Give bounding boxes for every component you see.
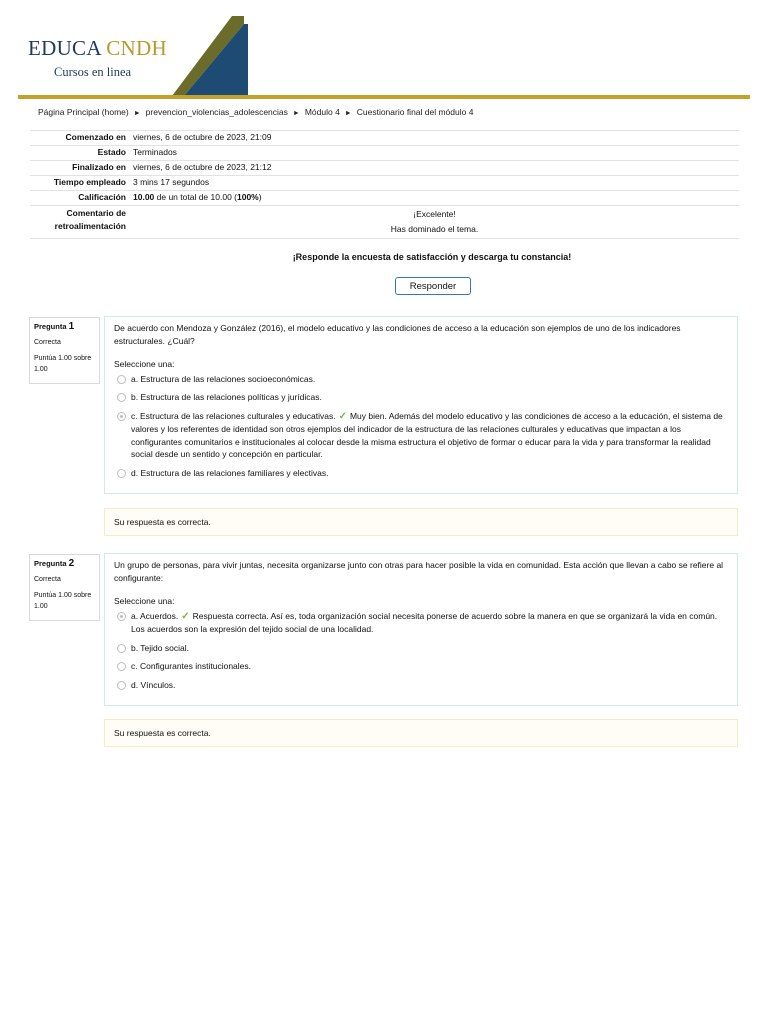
breadcrumb [38,107,473,117]
triangle-right-icon: ► [292,110,300,117]
option-d[interactable] [114,679,728,692]
summary-row-grade [30,191,739,206]
summary-row-feedback [30,206,739,239]
question-number-label: Pregunta [34,559,67,568]
summary-row-started [30,131,739,146]
radio-icon[interactable] [117,393,126,402]
option-d[interactable] [114,467,728,480]
finished-label: Finalizado en [30,161,130,176]
started-value: viernes, 6 de octubre de 2023, 21:09 [130,131,739,146]
option-b[interactable] [114,391,728,404]
question-score: Puntúa 1.00 sobre 1.00 [34,355,92,373]
grade-total: de un total de 10.00 ( [154,192,237,202]
survey-prompt: ¡Responde la encuesta de satisfacción y descarga tu constancia! [292,252,572,262]
time-label: Tiempo empleado [30,176,130,191]
option-c[interactable] [114,660,728,673]
feedback-mastered: Has dominado el tema. [390,224,479,234]
question-text: Un grupo de personas, para vivir juntas, necesita organizarse junto con otras para hacer posible la vida en comunidad. Esta acción que llevan a cabo se refiere al configurante: [114,560,724,583]
question-status: Correcta [34,339,61,346]
feedback-label-line2: retroalimentación [54,221,126,231]
option-label: b. Estructura de las relaciones políticas y jurídicas. [131,392,322,402]
select-prompt: Seleccione una: [114,596,175,606]
option-label: c. Configurantes institucionales. [131,661,252,671]
grade-value [130,191,739,206]
finished-value: viernes, 6 de octubre de 2023, 21:12 [130,161,739,176]
feedback-excellent: ¡Excelente! [413,209,456,219]
question-number-value: 2 [68,558,75,569]
summary-row-finished [30,161,739,176]
option-label: d. Estructura de las relaciones familiares y electivas. [131,467,329,478]
grade-close: ) [258,192,262,202]
attempt-summary [30,130,739,239]
site-logo[interactable] [28,36,167,61]
summary-row-state [30,146,739,161]
option-b[interactable] [114,642,728,655]
radio-icon[interactable] [117,612,126,621]
option-label: b. Tejido social. [131,642,189,653]
checkmark-icon: ✓ [338,410,347,422]
question-result-1: Su respuesta es correcta. [104,508,738,536]
logo-educa: EDUCA [28,36,101,60]
question-score: Puntúa 1.00 sobre 1.00 [34,592,92,610]
time-value: 3 mins 17 segundos [130,176,739,191]
question-text: De acuerdo con Mendoza y González (2016), el modelo educativo y las condiciones de acceso a la educación son ejemplos de uno de los indicadores estructurales. ¿Cuál? [114,323,681,346]
question-number-value: 1 [68,321,75,332]
question-number [34,321,95,332]
select-prompt: Seleccione una: [114,359,175,369]
checkmark-icon: ✓ [181,610,190,622]
header-decoration [170,16,250,96]
option-label: d. Vínculos. [131,679,176,690]
breadcrumb-course[interactable]: prevencion_violencias_adolescencias [145,107,288,117]
question-result-2: Su respuesta es correcta. [104,719,738,747]
radio-icon[interactable] [117,681,126,690]
logo-cndh: CNDH [106,36,167,60]
header-divider [18,95,750,99]
feedback-value [130,206,739,239]
triangle-right-icon: ► [344,110,352,117]
started-label: Comenzado en [30,131,130,146]
grade-percent: 100% [236,192,259,202]
option-a[interactable] [114,610,728,636]
breadcrumb-home[interactable]: Página Principal (home) [38,107,129,117]
breadcrumb-module[interactable]: Módulo 4 [304,107,340,117]
radio-icon[interactable] [117,412,126,421]
respond-button[interactable]: Responder [395,277,471,295]
option-feedback: Muy bien. Además del modelo educativo y las condiciones de acceso a la educación, el sistema de valores y los referentes de identidad son otros ejemplos del indicador de la estructura de las relaciones culturales y educativas que impactan a los configurantes comunitarios e institucionales al colocar desde la misma estructura el objetivo de formar o educar para la vida y para transformar la realidad social desde un sentido y concepción en particular. [131,410,723,459]
site-header [0,0,768,100]
option-c[interactable] [114,410,728,461]
grade-label: Calificación [30,191,130,206]
summary-row-time [30,176,739,191]
radio-icon[interactable] [117,375,126,384]
grade-score: 10.00 [133,192,155,202]
radio-icon[interactable] [117,644,126,653]
state-value: Terminados [130,146,739,161]
question-number [34,558,95,569]
feedback-label-line1: Comentario de [66,208,126,218]
option-a[interactable] [114,373,728,386]
option-label: a. Estructura de las relaciones socioeconómicas. [131,373,316,384]
option-label: a. Acuerdos. [131,610,179,621]
question-content-2 [104,553,738,706]
breadcrumb-quiz[interactable]: Cuestionario final del módulo 4 [356,107,474,117]
question-number-label: Pregunta [34,322,67,331]
feedback-label [30,206,130,239]
state-label: Estado [30,146,130,161]
radio-icon[interactable] [117,662,126,671]
logo-subtitle: Cursos en linea [54,65,132,79]
question-info-1 [29,317,100,384]
triangle-right-icon: ► [133,110,141,117]
option-feedback: Respuesta correcta. Así es, toda organización social necesita ponerse de acuerdo sobre la manera en que se organizará la vida en común. Los acuerdos son la expresión del tejido social de una localidad. [131,610,718,634]
question-status: Correcta [34,576,61,583]
question-info-2 [29,554,100,621]
option-label: c. Estructura de las relaciones culturales y educativas. [131,410,336,421]
radio-icon[interactable] [117,469,126,478]
question-content-1 [104,316,738,494]
